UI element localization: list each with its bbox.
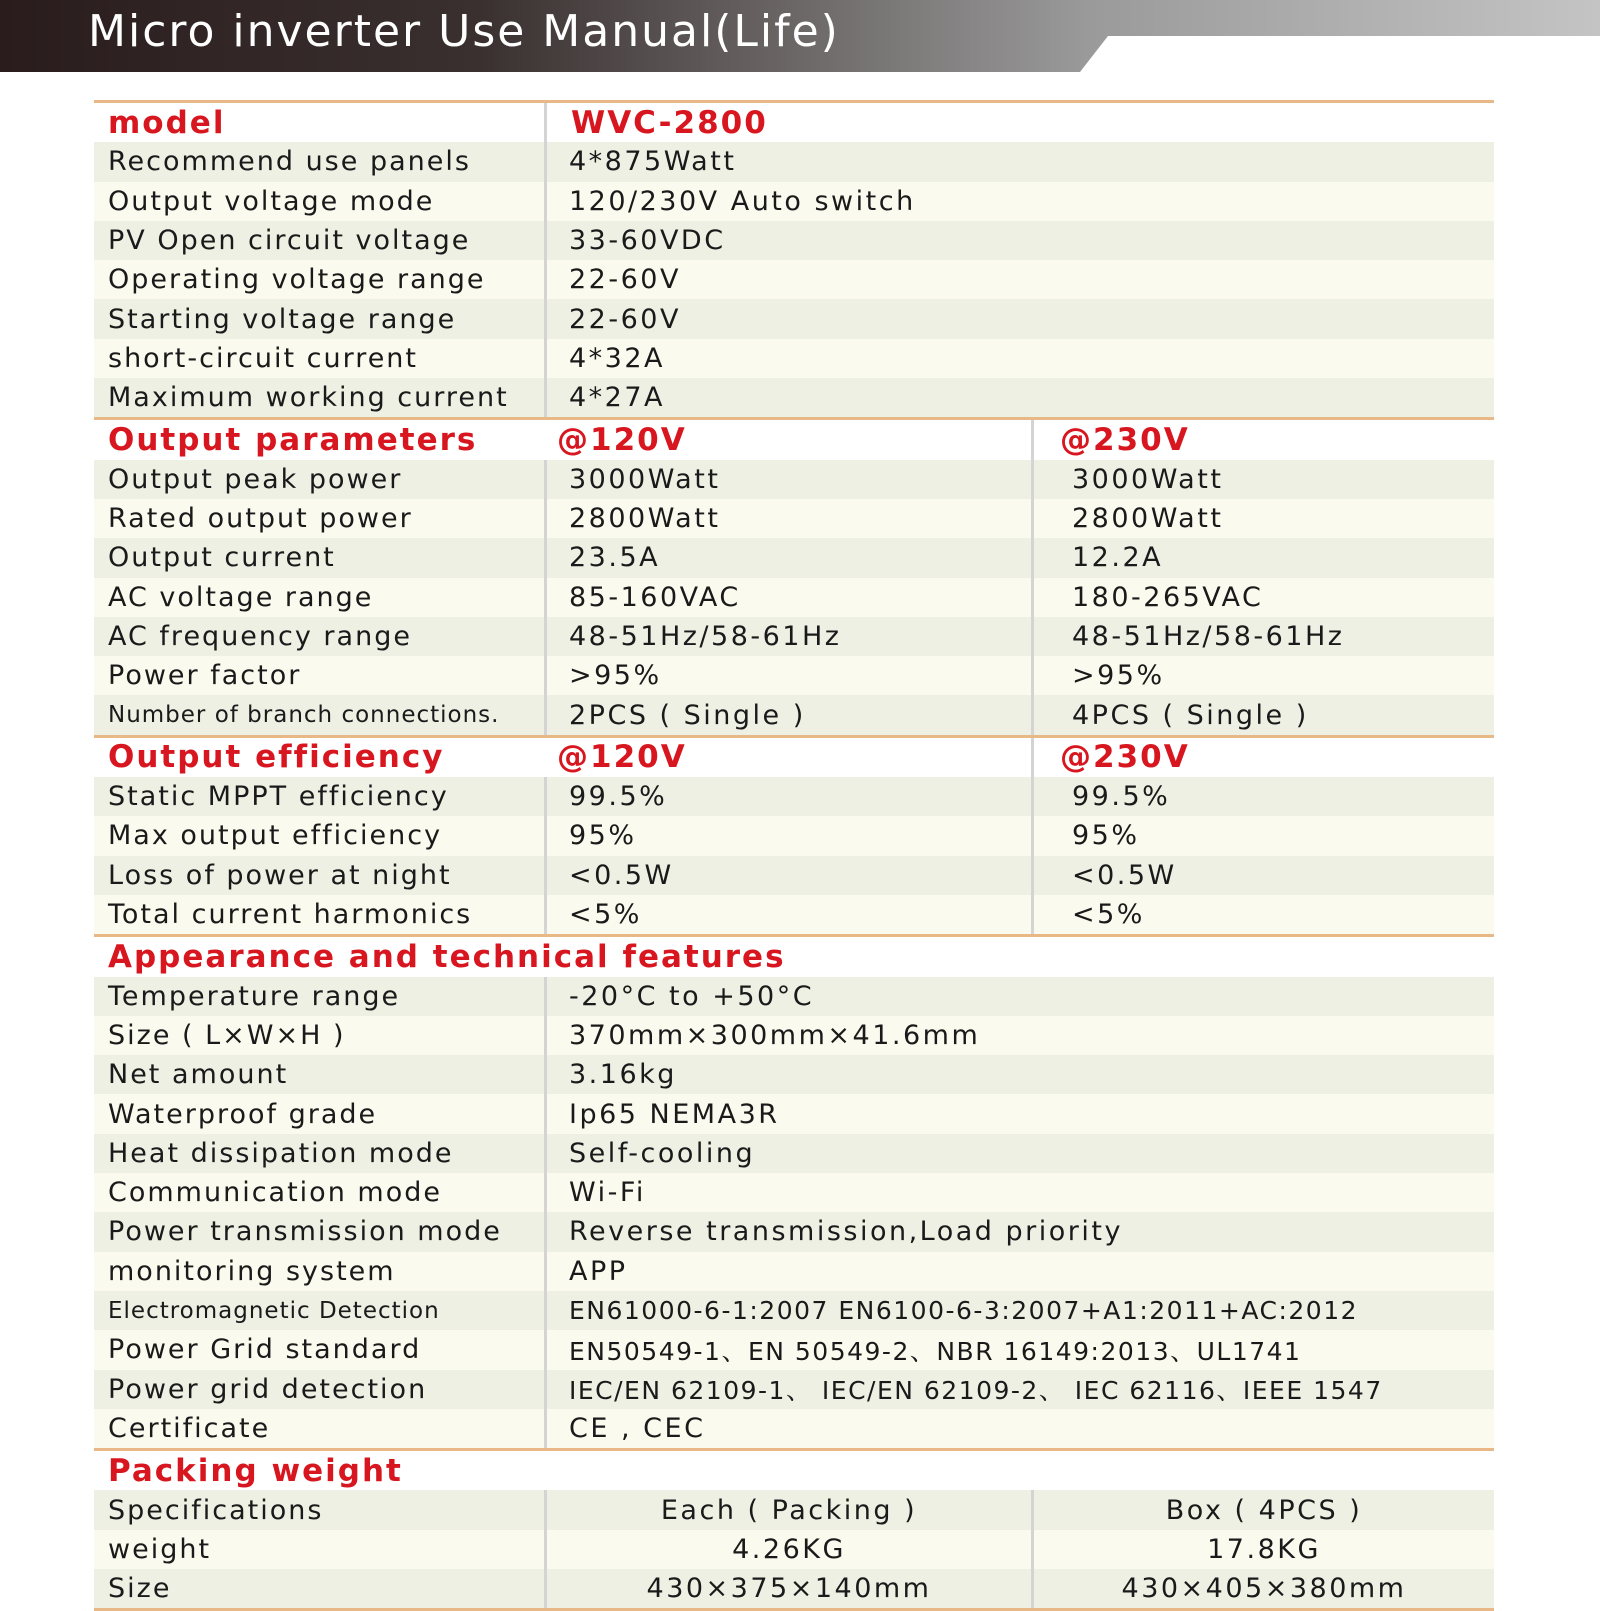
table-row [94, 538, 1494, 577]
value-120v: <5% [547, 895, 1034, 934]
row-value: -20°C to +50°C [569, 980, 815, 1012]
value-120v: 95% [547, 816, 1034, 855]
row-label: Temperature range [94, 977, 547, 1016]
value-120v: 48-51Hz/58-61Hz [547, 617, 1034, 656]
row-value: 4*875Watt [569, 146, 737, 178]
row-label: Starting voltage range [94, 299, 547, 338]
value-230v: 48-51Hz/58-61Hz [1072, 621, 1345, 652]
value-230v: 12.2A [1072, 542, 1164, 574]
row-label: Rated output power [94, 499, 547, 538]
row-value: EN61000-6-1:2007 EN6100-6-3:2007+A1:2011+AC:2012 [569, 1296, 1359, 1326]
value-each: 4.26KG [547, 1530, 1034, 1569]
row-value: Wi-Fi [569, 1177, 646, 1209]
value-120v: <0.5W [547, 856, 1034, 895]
value-230v: <0.5W [1072, 859, 1177, 891]
row-label: PV Open circuit voltage [94, 221, 547, 260]
table-row [94, 1291, 1494, 1330]
row-value: IEC/EN 62109-1、 IEC/EN 62109-2、 IEC 62116、IEEE 1547 [569, 1376, 1383, 1406]
row-label: Electromagnetic Detection [94, 1291, 547, 1330]
table-row [94, 895, 1494, 934]
section-header-row [94, 420, 1494, 459]
row-label: Maximum working current [94, 378, 547, 417]
row-label: Size [94, 1569, 547, 1608]
column-header-120v: @120V [547, 738, 1034, 777]
row-label: Total current harmonics [94, 895, 547, 934]
row-label: AC frequency range [94, 617, 547, 656]
table-row [94, 260, 1494, 299]
row-label: Certificate [94, 1409, 547, 1448]
table-row [94, 1252, 1494, 1291]
table-row [94, 1094, 1494, 1133]
table-row [94, 378, 1494, 417]
row-value: 370mm×300mm×41.6mm [569, 1019, 981, 1051]
table-row [94, 856, 1494, 895]
value-120v: 2800Watt [547, 499, 1034, 538]
section-title: Appearance and technical features [108, 938, 786, 975]
row-value: APP [569, 1255, 628, 1287]
column-header-230v: @230V [1060, 422, 1190, 459]
value-120v: 99.5% [547, 777, 1034, 816]
table-row [94, 1173, 1494, 1212]
row-label: Specifications [94, 1490, 547, 1529]
value-230v: 99.5% [1072, 781, 1171, 813]
appearance-section [94, 934, 1494, 1448]
table-row [94, 339, 1494, 378]
column-header-120v: @120V [547, 420, 1034, 459]
section-title: Packing weight [108, 1452, 403, 1489]
row-value: 22-60V [569, 303, 681, 335]
table-row [94, 816, 1494, 855]
row-label: Communication mode [94, 1173, 547, 1212]
row-value: Reverse transmission,Load priority [569, 1216, 1123, 1248]
table-row [94, 460, 1494, 499]
table-row [94, 695, 1494, 734]
value-230v: >95% [1072, 660, 1165, 692]
value-120v: 2PCS ( Single ) [547, 695, 1034, 734]
value-each: 430×375×140mm [547, 1569, 1034, 1608]
table-row [94, 1370, 1494, 1409]
row-label: Output current [94, 538, 547, 577]
table-row [94, 1055, 1494, 1094]
value-box: 430×405×380mm [1121, 1573, 1407, 1605]
output-parameters-section [94, 417, 1494, 734]
table-row [94, 221, 1494, 260]
table-row [94, 1212, 1494, 1251]
table-row [94, 1330, 1494, 1369]
title-banner [0, 0, 1600, 72]
table-row [94, 617, 1494, 656]
model-section [94, 100, 1494, 417]
section-header-row [94, 738, 1494, 777]
table-row [94, 1134, 1494, 1173]
section-header-row [94, 1451, 1494, 1490]
page-title: Micro inverter Use Manual(Life) [88, 6, 840, 57]
table-row [94, 1490, 1494, 1529]
value-120v: 3000Watt [547, 460, 1034, 499]
section-header-row [94, 103, 1494, 142]
table-row [94, 977, 1494, 1016]
table-row [94, 182, 1494, 221]
table-row [94, 142, 1494, 181]
value-120v: 23.5A [547, 538, 1034, 577]
row-label: Max output efficiency [94, 816, 547, 855]
row-label: Power Grid standard [94, 1330, 547, 1369]
packing-section [94, 1448, 1494, 1611]
model-value: WVC-2800 [571, 104, 768, 141]
row-label: Output peak power [94, 460, 547, 499]
row-value: CE , CEC [569, 1412, 706, 1444]
section-title: Output parameters [108, 422, 478, 459]
row-value: Self-cooling [569, 1137, 756, 1169]
table-row [94, 299, 1494, 338]
table-row [94, 1409, 1494, 1448]
output-efficiency-section [94, 735, 1494, 934]
value-120v: 85-160VAC [547, 578, 1034, 617]
table-row [94, 578, 1494, 617]
section-title: Output efficiency [108, 739, 445, 776]
value-230v: 95% [1072, 820, 1140, 852]
table-row [94, 777, 1494, 816]
row-label: short-circuit current [94, 339, 547, 378]
row-value: 120/230V Auto switch [569, 185, 916, 217]
row-label: Power transmission mode [94, 1212, 547, 1251]
row-label: Power grid detection [94, 1370, 547, 1409]
row-value: 33-60VDC [569, 225, 726, 257]
section-title: model [94, 103, 547, 142]
table-row [94, 1569, 1494, 1608]
row-label: Power factor [94, 656, 547, 695]
section-header-row [94, 937, 1494, 976]
row-label: AC voltage range [94, 578, 547, 617]
spec-sheet [94, 100, 1494, 1611]
table-row [94, 656, 1494, 695]
table-row [94, 499, 1494, 538]
row-label: Loss of power at night [94, 856, 547, 895]
value-230v: 4PCS ( Single ) [1072, 699, 1309, 731]
row-label: Output voltage mode [94, 182, 547, 221]
value-230v: 2800Watt [1072, 503, 1224, 535]
value-each: Each ( Packing ) [547, 1490, 1034, 1529]
value-230v: <5% [1072, 899, 1145, 931]
row-value: 4*32A [569, 342, 666, 374]
value-120v: >95% [547, 656, 1034, 695]
row-label: Heat dissipation mode [94, 1134, 547, 1173]
row-label: Recommend use panels [94, 142, 547, 181]
row-label: Operating voltage range [94, 260, 547, 299]
row-label: Number of branch connections. [94, 695, 547, 734]
value-230v: 3000Watt [1072, 463, 1224, 495]
row-label: Net amount [94, 1055, 547, 1094]
row-value: 4*27A [569, 382, 666, 414]
row-label: Waterproof grade [94, 1094, 547, 1133]
value-box: 17.8KG [1207, 1533, 1321, 1565]
value-230v: 180-265VAC [1072, 581, 1264, 613]
row-value: Ip65 NEMA3R [569, 1098, 780, 1130]
value-box: Box ( 4PCS ) [1165, 1494, 1363, 1526]
column-header-230v: @230V [1060, 739, 1190, 776]
row-label: Size ( L×W×H ) [94, 1016, 547, 1055]
table-row [94, 1530, 1494, 1569]
row-label: Static MPPT efficiency [94, 777, 547, 816]
row-value: EN50549-1、EN 50549-2、NBR 16149:2013、UL1741 [569, 1336, 1302, 1366]
row-value: 3.16kg [569, 1059, 677, 1091]
row-label: weight [94, 1530, 547, 1569]
row-value: 22-60V [569, 264, 681, 296]
table-row [94, 1016, 1494, 1055]
row-label: monitoring system [94, 1252, 547, 1291]
